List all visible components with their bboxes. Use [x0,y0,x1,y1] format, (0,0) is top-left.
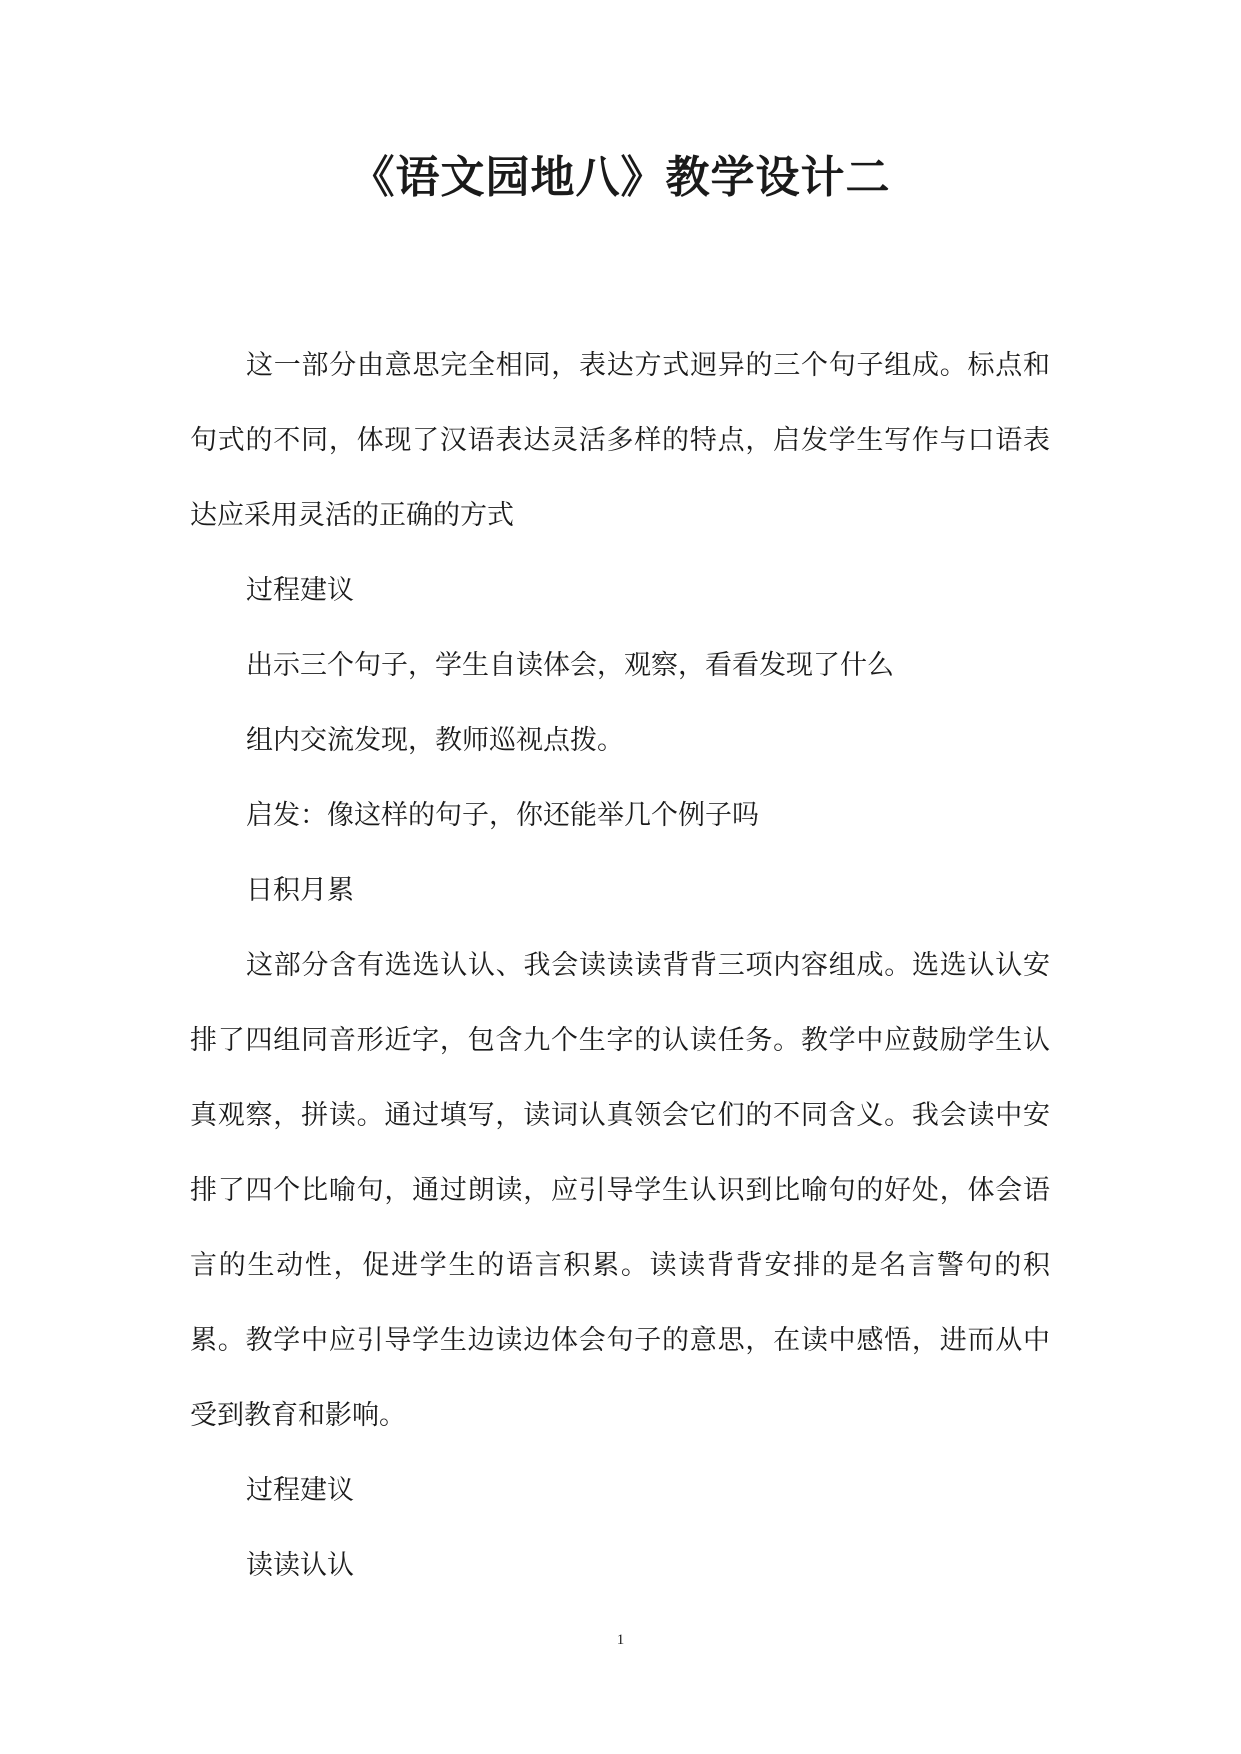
page-number: 1 [616,1632,625,1648]
document-title: 《语文园地八》教学设计二 [350,152,891,203]
paragraph-heading-read-and-recognize: 读读认认 [246,1550,354,1581]
paragraph-heading-daily-accumulation: 日积月累 [246,875,354,906]
paragraph-step-group-discussion: 组内交流发现，教师巡视点拨。 [246,725,624,756]
document-body [190,328,1050,1603]
paragraph-step-inspiration: 启发：像这样的句子，你还能举几个例子吗 [246,800,759,831]
paragraph-intro: 这一部分由意思完全相同，表达方式迥异的三个句子组成。标点和句式的不同，体现了汉语表达灵活多样的特点，启发学生写作与口语表达应采用灵活的正确的方式 [190,350,1050,531]
paragraph-accumulation-description: 这部分含有选选认认、我会读读读背背三项内容组成。选选认认安排了四组同音形近字，包含九个生字的认读任务。教学中应鼓励学生认真观察，拼读。通过填写，读词认真领会它们的不同含义。我会读中安排了四个比喻句，通过朗读，应引导学生认识到比喻句的好处，体会语言的生动性，促进学生的语言积累。读读背背安排的是名言警句的积累。教学中应引导学生边读边体会句子的意思，在读中感悟，进而从中受到教育和影响。 [190,950,1050,1431]
paragraph-heading-process-suggestion-2: 过程建议 [246,1475,354,1506]
paragraph-step-show-sentences: 出示三个句子，学生自读体会，观察，看看发现了什么 [246,650,894,681]
paragraph-heading-process-suggestion: 过程建议 [246,575,354,606]
